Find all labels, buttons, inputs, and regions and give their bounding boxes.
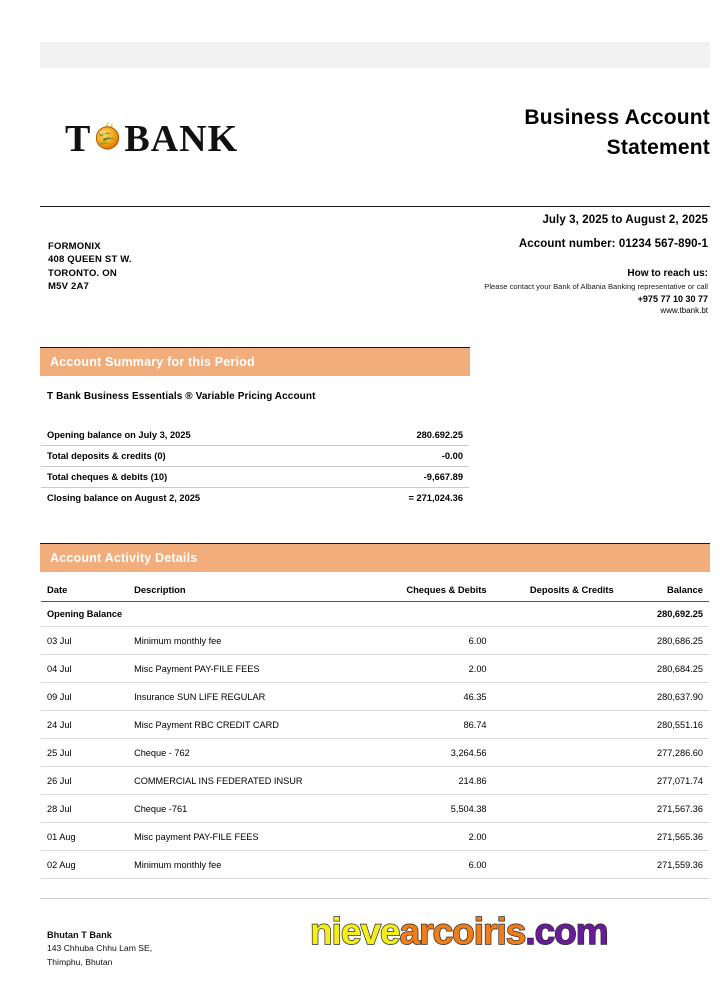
table-row (41, 851, 709, 879)
account-number: Account number: 01234 567-890-1 (518, 238, 708, 250)
row-date: 09 Jul (41, 683, 128, 711)
table-row (41, 711, 709, 739)
row-debit: 2.00 (366, 655, 492, 683)
bank-logo (65, 120, 238, 158)
row-date: 25 Jul (41, 739, 128, 767)
row-credit (493, 767, 620, 795)
account-summary-table (41, 425, 469, 508)
summary-value: -9,667.89 (346, 467, 469, 488)
row-credit (493, 795, 620, 823)
row-balance: 280,684.25 (620, 655, 709, 683)
opening-balance-row (41, 602, 709, 627)
footer-bank-name: Bhutan T Bank (47, 930, 112, 940)
footer-address-block (47, 928, 152, 969)
contact-phone: +975 77 10 30 77 (637, 294, 708, 304)
watermark-part-2: arcoiris (399, 911, 526, 952)
row-description: Misc Payment PAY-FILE FEES (128, 655, 366, 683)
table-row (41, 683, 709, 711)
row-date: 24 Jul (41, 711, 128, 739)
column-header-credits: Deposits & Credits (493, 580, 620, 602)
row-debit: 3,264.56 (366, 739, 492, 767)
row-credit (493, 851, 620, 879)
statement-period: July 3, 2025 to August 2, 2025 (542, 214, 708, 226)
statement-meta-block (288, 214, 708, 315)
account-activity-header-bar (40, 543, 710, 572)
row-date: 28 Jul (41, 795, 128, 823)
row-balance: 280,686.25 (620, 627, 709, 655)
row-balance: 277,286.60 (620, 739, 709, 767)
row-debit: 46.35 (366, 683, 492, 711)
opening-balance-label: Opening Balance (41, 602, 128, 627)
site-watermark (310, 913, 608, 950)
row-description: Cheque - 762 (128, 739, 366, 767)
customer-address-block (48, 240, 132, 294)
account-activity-table (41, 580, 709, 879)
table-row (41, 739, 709, 767)
row-date: 26 Jul (41, 767, 128, 795)
customer-name: FORMONIX (48, 241, 101, 252)
table-header-row (41, 580, 709, 602)
contact-website: www.tbank.bt (660, 306, 708, 315)
row-date: 02 Aug (41, 851, 128, 879)
table-row (41, 655, 709, 683)
customer-address-line-1: 408 QUEEN ST W. (48, 254, 132, 266)
contact-note: Please contact your Bank of Albania Banking representative or call (484, 282, 708, 291)
row-credit (493, 655, 620, 683)
account-summary-title: Account Summary for this Period (50, 355, 255, 369)
globe-flame-emblem-icon (92, 120, 123, 151)
row-description: Misc Payment RBC CREDIT CARD (128, 711, 366, 739)
row-balance: 271,567.36 (620, 795, 709, 823)
customer-postal-code: M5V 2A7 (48, 281, 90, 293)
summary-value: -0.00 (346, 446, 469, 467)
column-header-debits: Cheques & Debits (366, 580, 492, 602)
account-activity-title: Account Activity Details (50, 551, 198, 565)
row-balance: 277,071.74 (620, 767, 709, 795)
row-debit: 2.00 (366, 823, 492, 851)
top-grey-band (40, 42, 710, 68)
column-header-description: Description (128, 580, 366, 602)
table-row (41, 795, 709, 823)
customer-address-line-2: TORONTO. ON (48, 267, 117, 279)
summary-row (41, 446, 469, 467)
row-credit (493, 823, 620, 851)
header-divider (40, 206, 710, 207)
summary-row (41, 425, 469, 446)
table-row (41, 627, 709, 655)
row-debit: 5,504.38 (366, 795, 492, 823)
row-description: Minimum monthly fee (128, 851, 366, 879)
logo-text-right: BANK (124, 118, 239, 160)
title-line-1: Business Account (524, 106, 710, 129)
row-debit: 214.86 (366, 767, 492, 795)
opening-balance-spacer (128, 602, 366, 627)
row-credit (493, 627, 620, 655)
statement-header (40, 95, 710, 200)
column-header-date: Date (41, 580, 128, 602)
column-header-balance: Balance (620, 580, 709, 602)
logo-text-left: T (65, 118, 92, 160)
summary-row (41, 467, 469, 488)
row-debit: 6.00 (366, 851, 492, 879)
row-credit (493, 739, 620, 767)
summary-label: Closing balance on August 2, 2025 (41, 488, 346, 509)
summary-value: = 271,024.36 (346, 488, 469, 509)
row-date: 03 Jul (41, 627, 128, 655)
row-debit: 86.74 (366, 711, 492, 739)
opening-balance-credit (493, 602, 620, 627)
row-description: COMMERCIAL INS FEDERATED INSUR (128, 767, 366, 795)
account-summary-header-bar (40, 347, 470, 376)
row-balance: 271,559.36 (620, 851, 709, 879)
row-description: Misc payment PAY-FILE FEES (128, 823, 366, 851)
footer-address-line-1: 143 Chhuba Chhu Lam SE, (47, 943, 153, 954)
row-debit: 6.00 (366, 627, 492, 655)
account-type-label: T Bank Business Essentials ® Variable Pricing Account (47, 391, 316, 402)
table-row (41, 823, 709, 851)
row-balance: 280,637.90 (620, 683, 709, 711)
footer-address-line-2: Thimphu, Bhutan (47, 956, 113, 967)
row-balance: 280,551.16 (620, 711, 709, 739)
row-description: Minimum monthly fee (128, 627, 366, 655)
how-to-reach-us-heading: How to reach us: (627, 268, 708, 279)
row-date: 04 Jul (41, 655, 128, 683)
row-balance: 271,565.36 (620, 823, 709, 851)
row-credit (493, 711, 620, 739)
summary-label: Total deposits & credits (0) (41, 446, 346, 467)
summary-label: Opening balance on July 3, 2025 (47, 430, 191, 440)
opening-balance-debit (366, 602, 492, 627)
watermark-part-1: nieve (310, 911, 400, 952)
watermark-part-3: .com (525, 911, 608, 952)
row-description: Cheque -761 (128, 795, 366, 823)
title-line-2: Statement (606, 136, 710, 160)
summary-row (41, 488, 469, 509)
summary-label: Total cheques & debits (10) (41, 467, 346, 488)
row-credit (493, 683, 620, 711)
opening-balance-amount: 280,692.25 (620, 602, 709, 627)
row-date: 01 Aug (41, 823, 128, 851)
footer-divider (40, 898, 710, 899)
table-row (41, 767, 709, 795)
page-title (524, 103, 710, 164)
row-description: Insurance SUN LIFE REGULAR (128, 683, 366, 711)
summary-value: 280.692.25 (416, 430, 463, 440)
